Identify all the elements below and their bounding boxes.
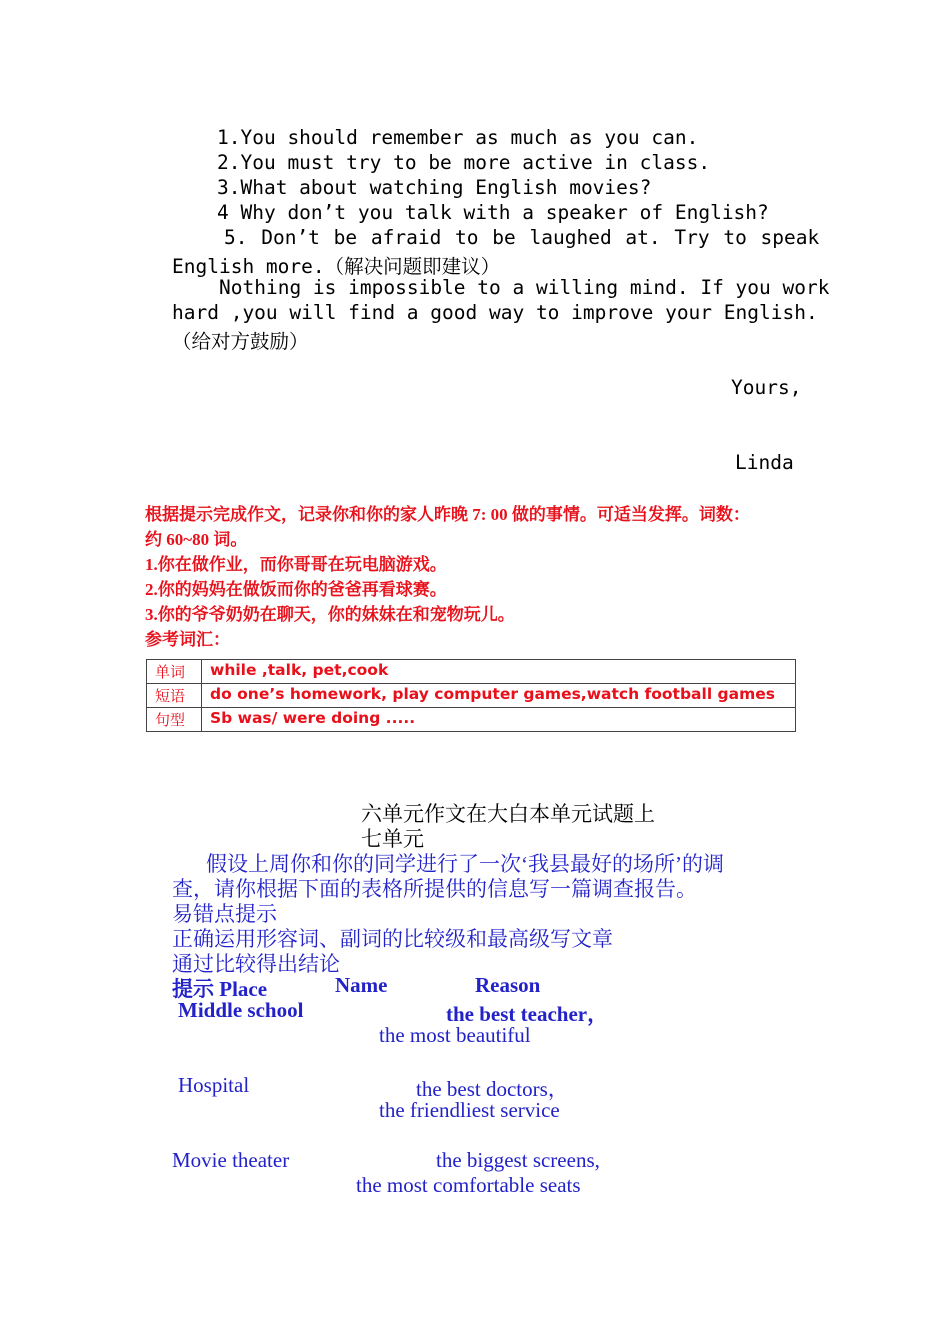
vocab-key: 句型 <box>147 708 202 732</box>
table-row <box>147 708 796 732</box>
table-row <box>147 660 796 684</box>
place-hospital: Hospital <box>178 1073 250 1097</box>
tip-4: 4 Why don’t you talk with a speaker of English? <box>217 201 769 224</box>
unit6-note: 六单元作文在大白本单元试题上 <box>361 802 655 826</box>
vocab-key: 单词 <box>147 660 202 684</box>
tip-3: 3.What about watching English movies? <box>217 176 652 199</box>
tip-conclusion: 通过比较得出结论 <box>172 952 340 976</box>
task-prompt-line-2: 约 60~80 词。 <box>145 530 248 549</box>
vocab-table <box>146 659 796 732</box>
reason-friendliest-service: the friendliest service <box>379 1098 560 1122</box>
reason-most-beautiful: the most beautiful <box>379 1023 531 1047</box>
task-point-3: 3.你的爷爷奶奶在聊天，你的妹妹在和宠物玩儿。 <box>145 605 515 624</box>
vocab-value: while ,talk, pet,cook <box>202 660 796 684</box>
tip-comparatives: 正确运用形容词、副词的比较级和最高级写文章 <box>172 927 613 951</box>
hint-place-label: 提示 Place <box>172 977 268 1001</box>
encourage-line-1: Nothing is impossible to a willing mind. If you work <box>219 276 830 299</box>
reason-biggest-screens: the biggest screens, <box>436 1148 600 1172</box>
reason-best-doctors: the best doctors， <box>416 1077 569 1101</box>
task-point-1: 1.你在做作业，而你哥哥在玩电脑游戏。 <box>145 555 447 574</box>
table-row <box>147 684 796 708</box>
unit7-title: 七单元 <box>361 827 424 851</box>
tip-5-cont: English more.（解决问题即建议） <box>172 255 501 278</box>
encourage-note: （给对方鼓励） <box>172 330 309 353</box>
unit7-intro-line-2: 查，请你根据下面的表格所提供的信息写一篇调查报告。 <box>172 877 697 901</box>
task-prompt-line-1: 根据提示完成作文，记录你和你的家人昨晚 7: 00 做的事情。可适当发挥。词数： <box>145 505 750 524</box>
letter-closing: Yours, <box>731 376 802 399</box>
vocab-value: do one’s homework, play computer games,watch football games <box>202 684 796 708</box>
place-middle-school: Middle school <box>178 998 304 1022</box>
place-movie-theater: Movie theater <box>172 1148 290 1172</box>
column-name: Name <box>335 973 388 997</box>
tip-5: 5. Don’t be afraid to be laughed at. Try to speak <box>224 226 820 249</box>
reason-best-teacher: the best teacher， <box>446 1002 609 1026</box>
unit7-intro-line-1: 假设上周你和你的同学进行了一次‘我县最好的场所’的调 <box>206 852 724 876</box>
reason-comfortable-seats: the most comfortable seats <box>356 1173 581 1197</box>
tip-1: 1.You should remember as much as you can. <box>217 126 699 149</box>
encourage-line-2: hard ,you will find a good way to improve your English. <box>172 301 818 324</box>
letter-signature: Linda <box>735 451 794 474</box>
vocab-value: Sb was/ were doing ..... <box>202 708 796 732</box>
task-point-2: 2.你的妈妈在做饭而你的爸爸再看球赛。 <box>145 580 447 599</box>
column-reason: Reason <box>475 973 541 997</box>
vocab-key: 短语 <box>147 684 202 708</box>
tip-2: 2.You must try to be more active in class. <box>217 151 711 174</box>
tips-heading: 易错点提示 <box>172 902 277 926</box>
vocab-heading: 参考词汇： <box>145 630 230 649</box>
